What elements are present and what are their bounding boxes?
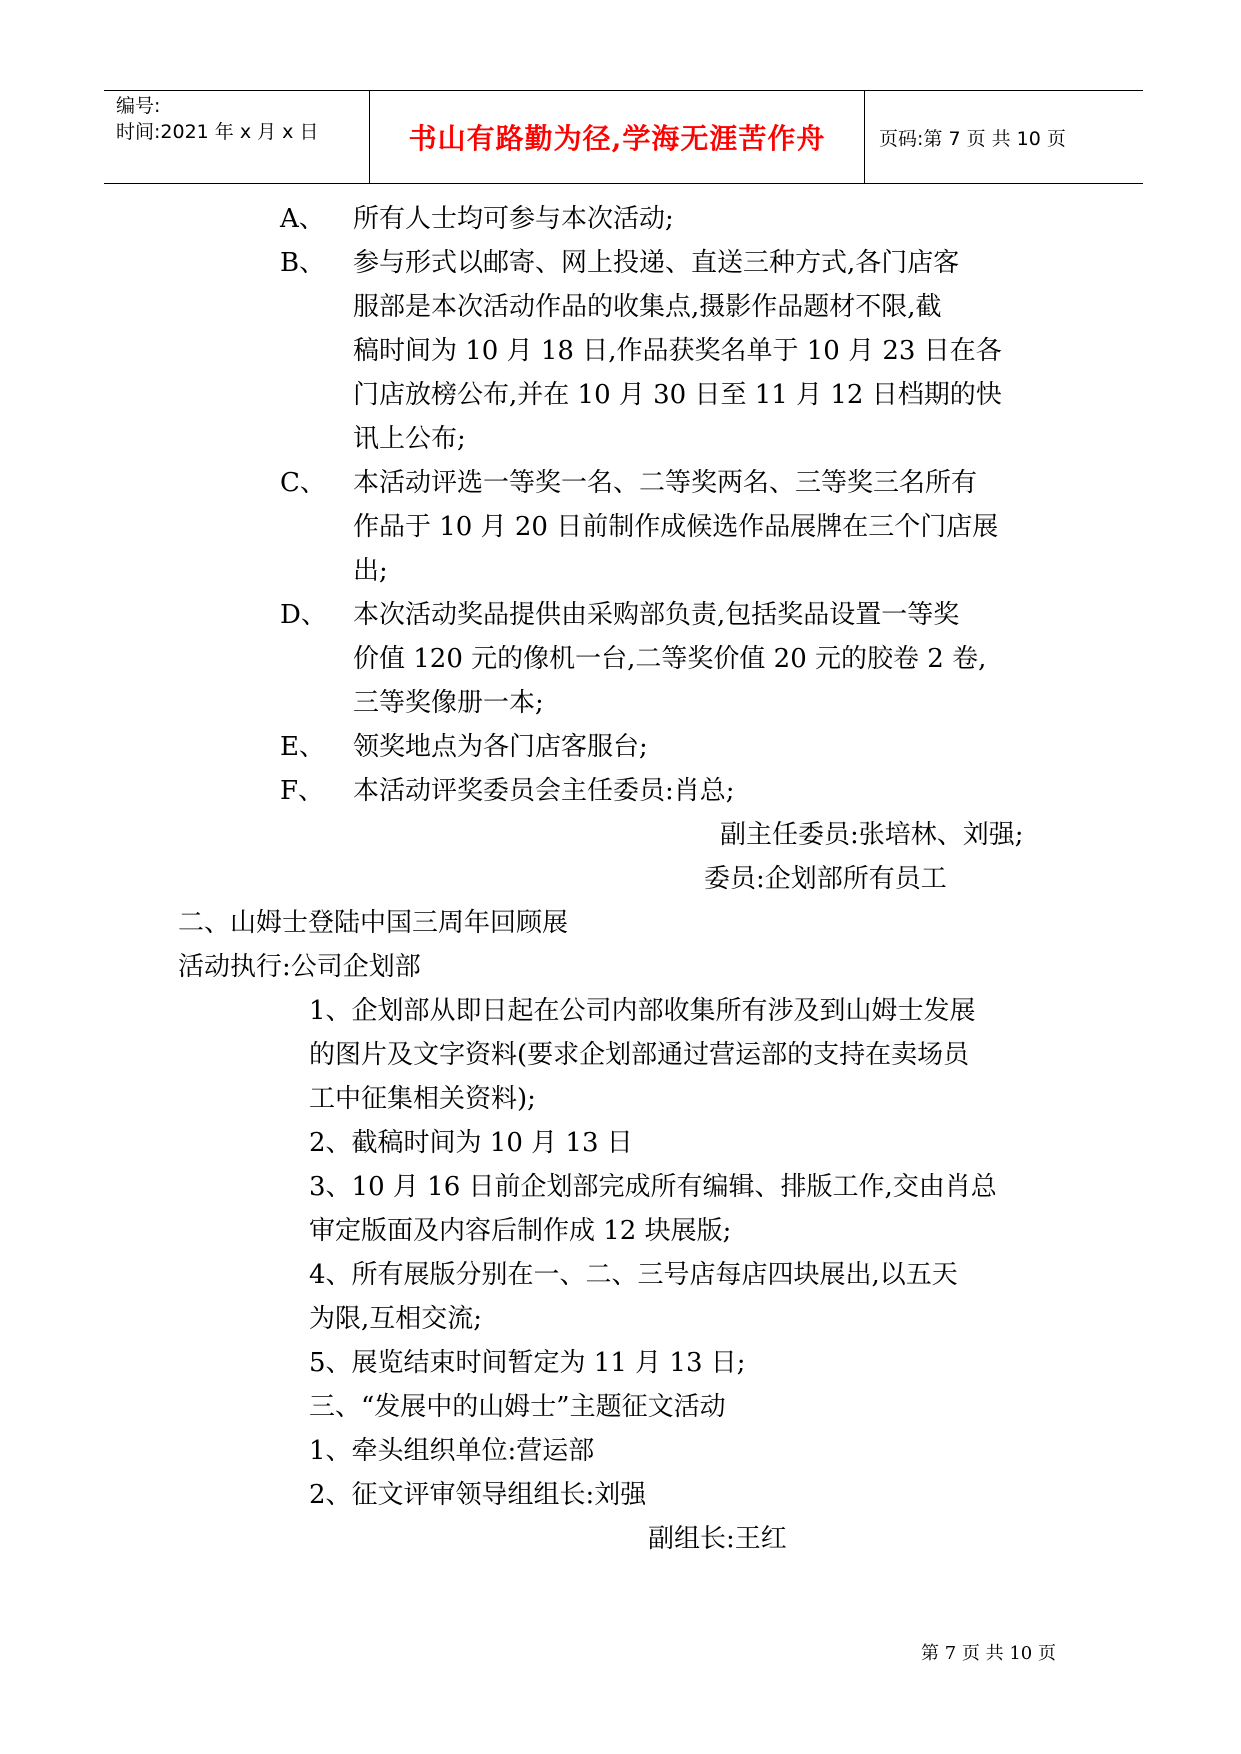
committee-members: 委员:企划部所有员工 [704,864,947,894]
committee-vice-chair: 副主任委员:张培林、刘强; [720,820,1024,850]
section2-step2-line-1: 2、截稿时间为 10 月 13 日 [309,1128,633,1158]
page-header [104,90,1143,184]
item-a-line-1: 所有人士均可参与本次活动; [353,204,674,234]
item-marker-e: E、 [280,732,325,762]
section2-step1-line-2: 的图片及文字资料(要求企划部通过营运部的支持在卖场员 [309,1040,970,1070]
item-b-line-2: 服部是本次活动作品的收集点,摄影作品题材不限,截 [353,292,942,322]
section2-step5-line-1: 5、展览结束时间暂定为 11 月 13 日; [309,1348,746,1378]
item-marker-d: D、 [280,600,327,630]
item-d-line-3: 三等奖像册一本; [353,688,544,718]
item-c-line-2: 作品于 10 月 20 日前制作成候选作品展牌在三个门店展 [353,512,999,542]
item-e-line-1: 领奖地点为各门店客服台; [353,732,648,762]
item-marker-a: A、 [280,204,325,234]
item-b-line-4: 门店放榜公布,并在 10 月 30 日至 11 月 12 日档期的快 [353,380,1002,410]
section2-step1-line-1: 1、企划部从即日起在公司内部收集所有涉及到山姆士发展 [309,996,976,1026]
section3-vice-leader: 副组长:王红 [648,1524,787,1554]
time-label: 时间:2021 年 x 月 x 日 [116,121,319,143]
item-f-line-1: 本活动评奖委员会主任委员:肖总; [353,776,735,806]
item-d-line-2: 价值 120 元的像机一台,二等奖价值 20 元的胶卷 2 卷, [353,644,987,674]
item-b-line-1: 参与形式以邮寄、网上投递、直送三种方式,各门店客 [353,248,960,278]
header-page-info: 页码:第 7 页 共 10 页 [879,127,1066,150]
item-c-line-3: 出; [353,556,388,586]
header-motto: 书山有路勤为径,学海无涯苦作舟 [370,91,865,183]
section2-executor: 活动执行:公司企划部 [178,952,421,982]
section2-step1-line-3: 工中征集相关资料); [309,1084,536,1114]
section3-organizer: 1、牵头组织单位:营运部 [309,1436,595,1466]
item-b-line-3: 稿时间为 10 月 18 日,作品获奖名单于 10 月 23 日在各 [353,336,1002,366]
section3-title: 三、“发展中的山姆士”主题征文活动 [309,1392,726,1422]
item-b-line-5: 讯上公布; [353,424,466,454]
header-meta [104,91,370,183]
page-footer: 第 7 页 共 10 页 [921,1643,1056,1664]
section3-leader: 2、征文评审领导组组长:刘强 [309,1480,647,1510]
section2-step4-line-2: 为限,互相交流; [309,1304,483,1334]
number-label: 编号: [116,95,161,117]
item-marker-b: B、 [280,248,326,278]
section2-title: 二、山姆士登陆中国三周年回顾展 [178,908,569,938]
section2-step4-line-1: 4、所有展版分别在一、二、三号店每店四块展出,以五天 [309,1260,958,1290]
item-marker-f: F、 [280,776,325,806]
item-c-line-1: 本活动评选一等奖一名、二等奖两名、三等奖三名所有 [353,468,978,498]
item-marker-c: C、 [280,468,326,498]
item-d-line-1: 本次活动奖品提供由采购部负责,包括奖品设置一等奖 [353,600,960,630]
section2-step3-line-1: 3、10 月 16 日前企划部完成所有编辑、排版工作,交由肖总 [309,1172,997,1202]
section2-step3-line-2: 审定版面及内容后制作成 12 块展版; [309,1216,732,1246]
